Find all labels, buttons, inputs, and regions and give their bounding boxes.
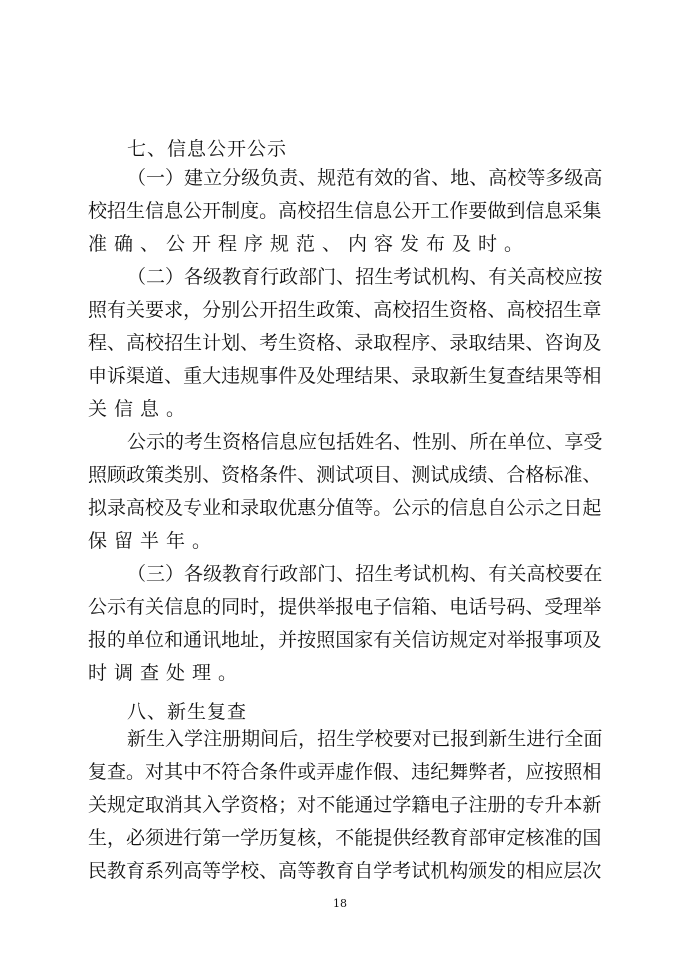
section-8-heading: 八、新生复查 bbox=[127, 701, 248, 723]
paragraph-line: （ 一 ） 建 立 分 级 负 责 、 规 范 有 效 的 省 、 地 、 高 校 等 多 级 高 bbox=[127, 167, 603, 189]
paragraph-line: 生 ， 必 须 进 行 第 一 学 历 复 核 ， 不 能 提 供 经 教 育 部 审 定 核 准 的 国 bbox=[88, 827, 602, 849]
paragraph-line: 时调查处理。 bbox=[88, 662, 245, 684]
paragraph-line: 复 查 。 对 其 中 不 符 合 条 件 或 弄 虚 作 假 、 违 纪 舞 弊 者 ， 应 按 照 相 bbox=[88, 761, 602, 783]
paragraph-line: 照 有 关 要 求 ， 分 别 公 开 招 生 政 策 、 高 校 招 生 资 格 、 高 校 招 生 章 bbox=[88, 299, 602, 321]
paragraph-line: 校 招 生 信 息 公 开 制 度 。 高 校 招 生 信 息 公 开 工 作 要 做 到 信 息 采 集 bbox=[88, 200, 602, 222]
page-number: 18 bbox=[333, 897, 347, 910]
paragraph-line: 新 生 入 学 注 册 期 间 后 ， 招 生 学 校 要 对 已 报 到 新 生 进 行 全 面 bbox=[127, 728, 603, 750]
paragraph-line: 拟 录 高 校 及 专 业 和 录 取 优 惠 分 值 等 。 公 示 的 信 息 自 公 示 之 日 起 bbox=[88, 497, 602, 519]
paragraph-line: 关 规 定 取 消 其 入 学 资 格 ； 对 不 能 通 过 学 籍 电 子 注 册 的 专 升 本 新 bbox=[88, 794, 602, 816]
paragraph-line: 公 示 的 考 生 资 格 信 息 应 包 括 姓 名 、 性 别 、 所 在 单 位 、 享 受 bbox=[127, 431, 603, 453]
paragraph-line: （ 二 ） 各 级 教 育 行 政 部 门 、 招 生 考 试 机 构 、 有 关 高 校 应 按 bbox=[127, 266, 603, 288]
paragraph-line: 申 诉 渠 道 、 重 大 违 规 事 件 及 处 理 结 果 、 录 取 新 生 复 查 结 果 等 相 bbox=[88, 365, 602, 387]
paragraph-line: 民 教 育 系 列 高 等 学 校 、 高 等 教 育 自 学 考 试 机 构 颁 发 的 相 应 层 次 bbox=[88, 860, 602, 882]
paragraph-line: 程 、 高 校 招 生 计 划 、 考 生 资 格 、 录 取 程 序 、 录 取 结 果 、 咨 询 及 bbox=[88, 332, 602, 354]
paragraph-line: 报 的 单 位 和 通 讯 地 址 ， 并 按 照 国 家 有 关 信 访 规 定 对 举 报 事 项 及 bbox=[88, 629, 602, 651]
paragraph-line: 公 示 有 关 信 息 的 同 时 ， 提 供 举 报 电 子 信 箱 、 电 话 号 码 、 受 理 举 bbox=[88, 596, 602, 618]
paragraph-line: 照 顾 政 策 类 别 、 资 格 条 件 、 测 试 项 目 、 测 试 成 绩 、 合 格 标 准 、 bbox=[88, 464, 602, 486]
paragraph-line: 关信息。 bbox=[88, 398, 193, 420]
paragraph-line: （ 三 ） 各 级 教 育 行 政 部 门 、 招 生 考 试 机 构 、 有 关 高 校 要 在 bbox=[127, 563, 603, 585]
paragraph-line: 保留半年。 bbox=[88, 530, 219, 552]
section-7-heading: 七、信息公开公示 bbox=[127, 138, 288, 160]
paragraph-line: 准确、公开程序规范、内容发布及时。 bbox=[88, 233, 531, 255]
